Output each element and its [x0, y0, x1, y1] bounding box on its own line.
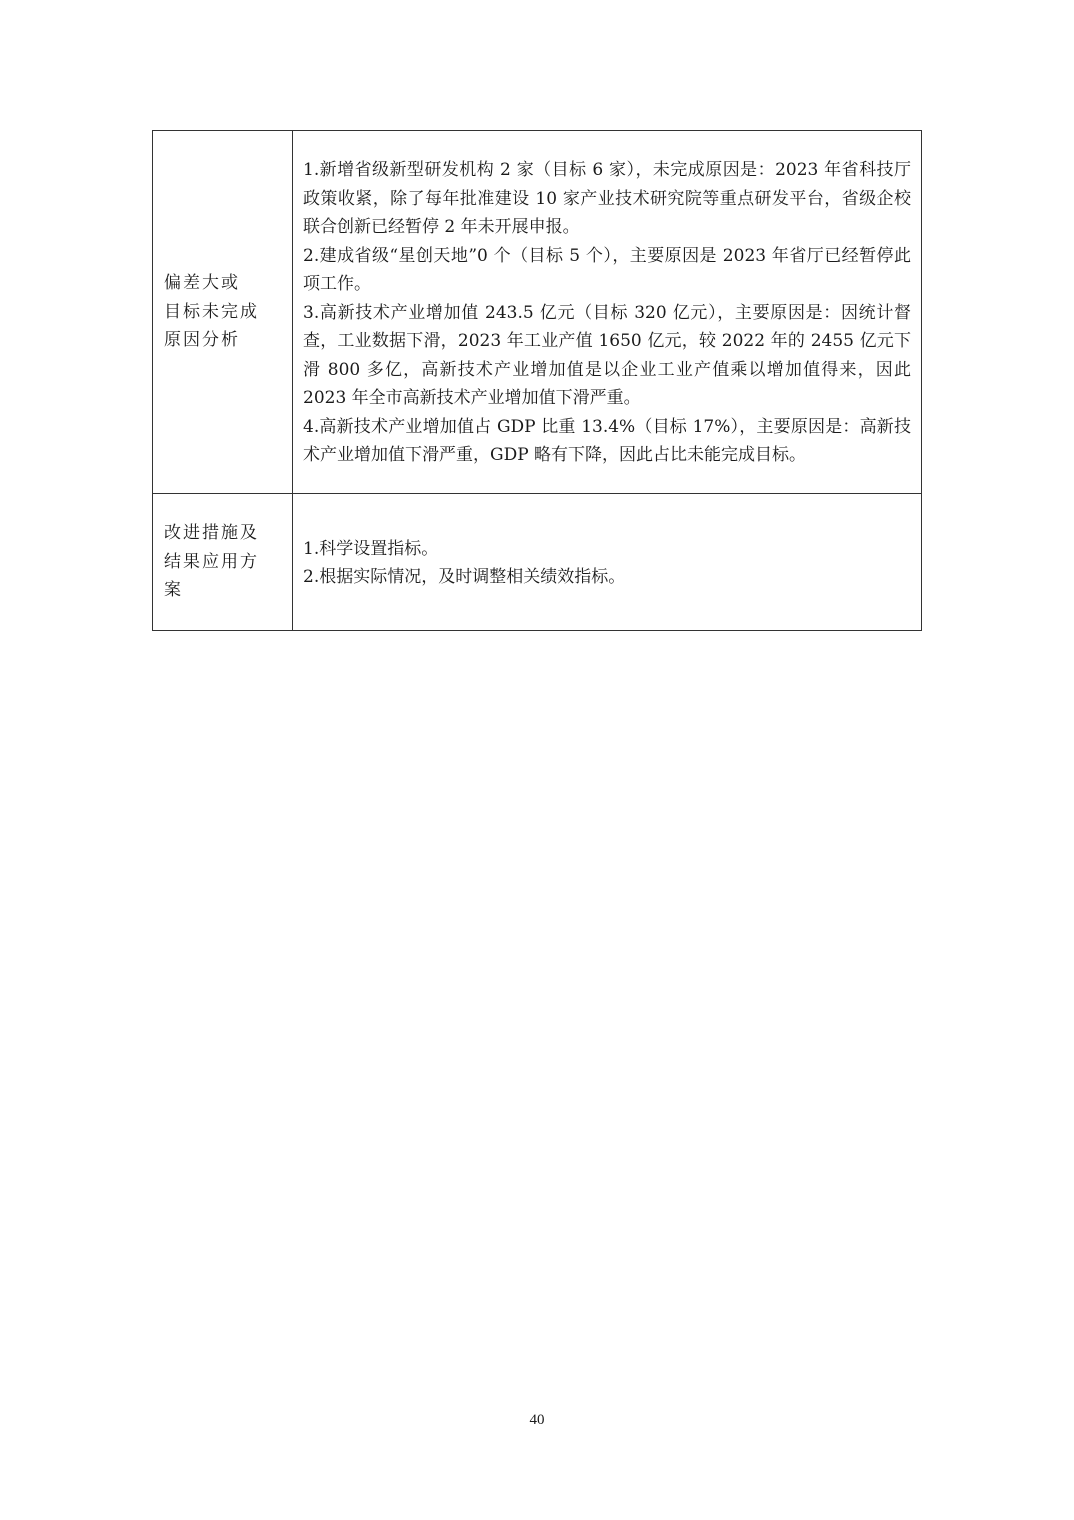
page-number: 40 [529, 1412, 545, 1428]
row-label-line: 原因分析 [164, 330, 240, 351]
analysis-item-1: 1.新增省级新型研发机构 2 家（目标 6 家），未完成原因是：2023 年省科技厅政策收紧，除了每年批准建设 10 家产业技术研究院等重点研发平台，省级企校联合创新已经暂停 2 年未开展申报。 [303, 160, 911, 238]
row-label-line: 改进措施及 [164, 523, 259, 544]
row-content-improvement-plan [293, 494, 922, 631]
row-label-line: 结果应用方 [164, 551, 259, 572]
row-label-improvement-plan [153, 494, 293, 631]
analysis-table [152, 130, 922, 631]
table-row-deviation-analysis [153, 131, 922, 494]
row-content-deviation-analysis [293, 131, 922, 494]
analysis-item-2: 2.建成省级“星创天地”0 个（目标 5 个），主要原因是 2023 年省厅已经暂停此项工作。 [303, 245, 911, 295]
row-label-line: 案 [164, 580, 183, 601]
row-label-line: 偏差大或 [164, 273, 240, 294]
analysis-item-4: 4.高新技术产业增加值占 GDP 比重 13.4%（目标 17%），主要原因是：高新技术产业增加值下滑严重，GDP 略有下降，因此占比未能完成目标。 [303, 416, 911, 466]
row-label-line: 目标未完成 [164, 301, 259, 322]
improvement-item-1: 1.科学设置指标。 [303, 538, 439, 559]
row-label-deviation-analysis [153, 131, 293, 494]
table-row-improvement-plan [153, 494, 922, 631]
analysis-item-3: 3.高新技术产业增加值 243.5 亿元（目标 320 亿元），主要原因是：因统计督查，工业数据下滑，2023 年工业产值 1650 亿元，较 2022 年的 2455 亿元下滑 800 多亿，高新技术产业增加值是以企业工业产值乘以增加值得来，因此 2023 年全市高新技术产业增加值下滑严重。 [303, 302, 911, 409]
improvement-item-2: 2.根据实际情况，及时调整相关绩效指标。 [303, 567, 626, 587]
